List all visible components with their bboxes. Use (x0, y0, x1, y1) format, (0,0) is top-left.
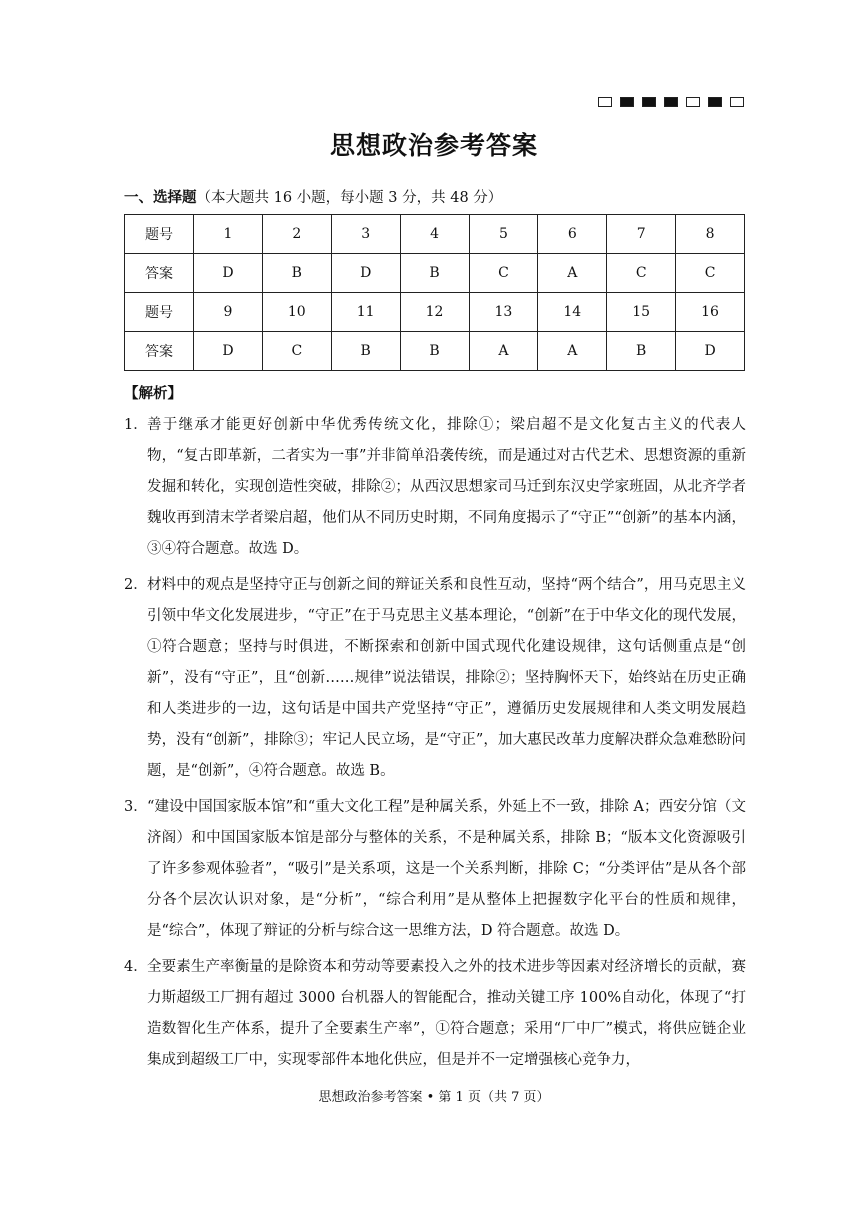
section-note: （本大题共 16 小题，每小题 3 分，共 48 分） (196, 190, 503, 206)
table-cell: C (262, 332, 331, 371)
table-cell: B (400, 332, 469, 371)
item-number: 1． (124, 417, 148, 433)
analysis-item (124, 410, 746, 565)
table-cell: B (262, 254, 331, 293)
table-row (125, 215, 745, 254)
row-header-cell: 答案 (125, 332, 194, 371)
table-cell: 11 (331, 293, 400, 332)
item-text: “建设中国国家版本馆”和“重大文化工程”是种属关系，外延上不一致，排除 A；西安分馆（文济阁）和中国国家版本馆是部分与整体的关系，不是种属关系，排除 B；“版本文化资源吸引了许多参观体验者”，“吸引”是关系项，这是一个关系判断，排除 C；“分类评估”是从各个部分各个层次认识对象，是“分析”，“综合利用”是从整体上把握数字化平台的性质和规律，是“综合”，体现了辩证的分析与综合这一思维方法，D 符合题意。故选 D。 (147, 799, 746, 939)
table-cell: 1 (194, 215, 263, 254)
analysis-item (124, 952, 746, 1076)
table-cell: 7 (607, 215, 676, 254)
header-mark (730, 97, 744, 107)
table-cell: B (331, 332, 400, 371)
table-cell: C (676, 254, 745, 293)
item-number: 3． (124, 799, 148, 815)
table-cell: A (538, 332, 607, 371)
table-cell: 12 (400, 293, 469, 332)
table-cell: 2 (262, 215, 331, 254)
header-mark (642, 97, 656, 107)
row-header-cell: 答案 (125, 254, 194, 293)
table-row (125, 254, 745, 293)
item-text: 全要素生产率衡量的是除资本和劳动等要素投入之外的技术进步等因素对经济增长的贡献，赛力斯超级工厂拥有超过 3000 台机器人的智能配合，推动关键工序 100%自动化，体现了“打造数智化生产体系，提升了全要素生产率”，①符合题意；采用“厂中厂”模式，将供应链企业集成到超级工厂中，实现零部件本地化供应，但是并不一定增强核心竞争力， (147, 959, 746, 1068)
table-cell: 15 (607, 293, 676, 332)
row-header-cell: 题号 (125, 293, 194, 332)
table-cell: B (607, 332, 676, 371)
section-heading (124, 186, 502, 207)
item-text: 材料中的观点是坚持守正与创新之间的辩证关系和良性互动，坚持“两个结合”，用马克思主义引领中华文化发展进步，“守正”在于马克思主义基本理论，“创新”在于中华文化的现代发展，①符合题意；坚持与时俱进，不断探索和创新中国式现代化建设规律，这句话侧重点是“创新”，没有“守正”，且“创新……规律”说法错误，排除②；坚持胸怀天下，始终站在历史正确和人类进步的一边，这句话是中国共产党坚持“守正”，遵循历史发展规律和人类文明发展趋势，没有“创新”，排除③；牢记人民立场，是“守正”，加大惠民改革力度解决群众急难愁盼问题，是“创新”，④符合题意。故选 B。 (147, 577, 746, 779)
header-marks (598, 97, 744, 107)
table-cell: 5 (469, 215, 538, 254)
analysis-item (124, 792, 746, 947)
answer-table (124, 214, 745, 371)
section-lead: 一、选择题 (124, 189, 197, 206)
header-mark (598, 97, 612, 107)
item-number: 4． (124, 959, 148, 975)
table-cell: 4 (400, 215, 469, 254)
page-title: 思想政治参考答案 (329, 131, 538, 160)
table-row (125, 332, 745, 371)
table-cell: C (607, 254, 676, 293)
item-text: 善于继承才能更好创新中华优秀传统文化，排除①；梁启超不是文化复古主义的代表人物，“复古即革新，二者实为一事”并非简单沿袭传统，而是通过对古代艺术、思想资源的重新发掘和转化，实现创造性突破，排除②；从西汉思想家司马迁到东汉史学家班固，从北齐学者魏收再到清末学者梁启超，他们从不同历史时期，不同角度揭示了“守正”“创新”的基本内涵，③④符合题意。故选 D。 (147, 417, 746, 557)
analysis-list (124, 410, 746, 1081)
table-cell: D (331, 254, 400, 293)
table-cell: 9 (194, 293, 263, 332)
analysis-item (124, 570, 746, 787)
table-cell: 8 (676, 215, 745, 254)
item-number: 2． (124, 577, 148, 593)
table-cell: 16 (676, 293, 745, 332)
analysis-heading: 【解析】 (124, 385, 182, 402)
header-mark (664, 97, 678, 107)
table-cell: A (469, 332, 538, 371)
table-cell: 10 (262, 293, 331, 332)
table-cell: D (194, 332, 263, 371)
table-cell: D (194, 254, 263, 293)
table-cell: 14 (538, 293, 607, 332)
table-cell: 3 (331, 215, 400, 254)
table-cell: 13 (469, 293, 538, 332)
table-cell: B (400, 254, 469, 293)
header-mark (686, 97, 700, 107)
table-row (125, 293, 745, 332)
table-cell: D (676, 332, 745, 371)
header-mark (620, 97, 634, 107)
header-mark (708, 97, 722, 107)
table-cell: A (538, 254, 607, 293)
table-cell: 6 (538, 215, 607, 254)
table-cell: C (469, 254, 538, 293)
row-header-cell: 题号 (125, 215, 194, 254)
page-footer: 思想政治参考答案 • 第 1 页（共 7 页） (318, 1090, 550, 1105)
